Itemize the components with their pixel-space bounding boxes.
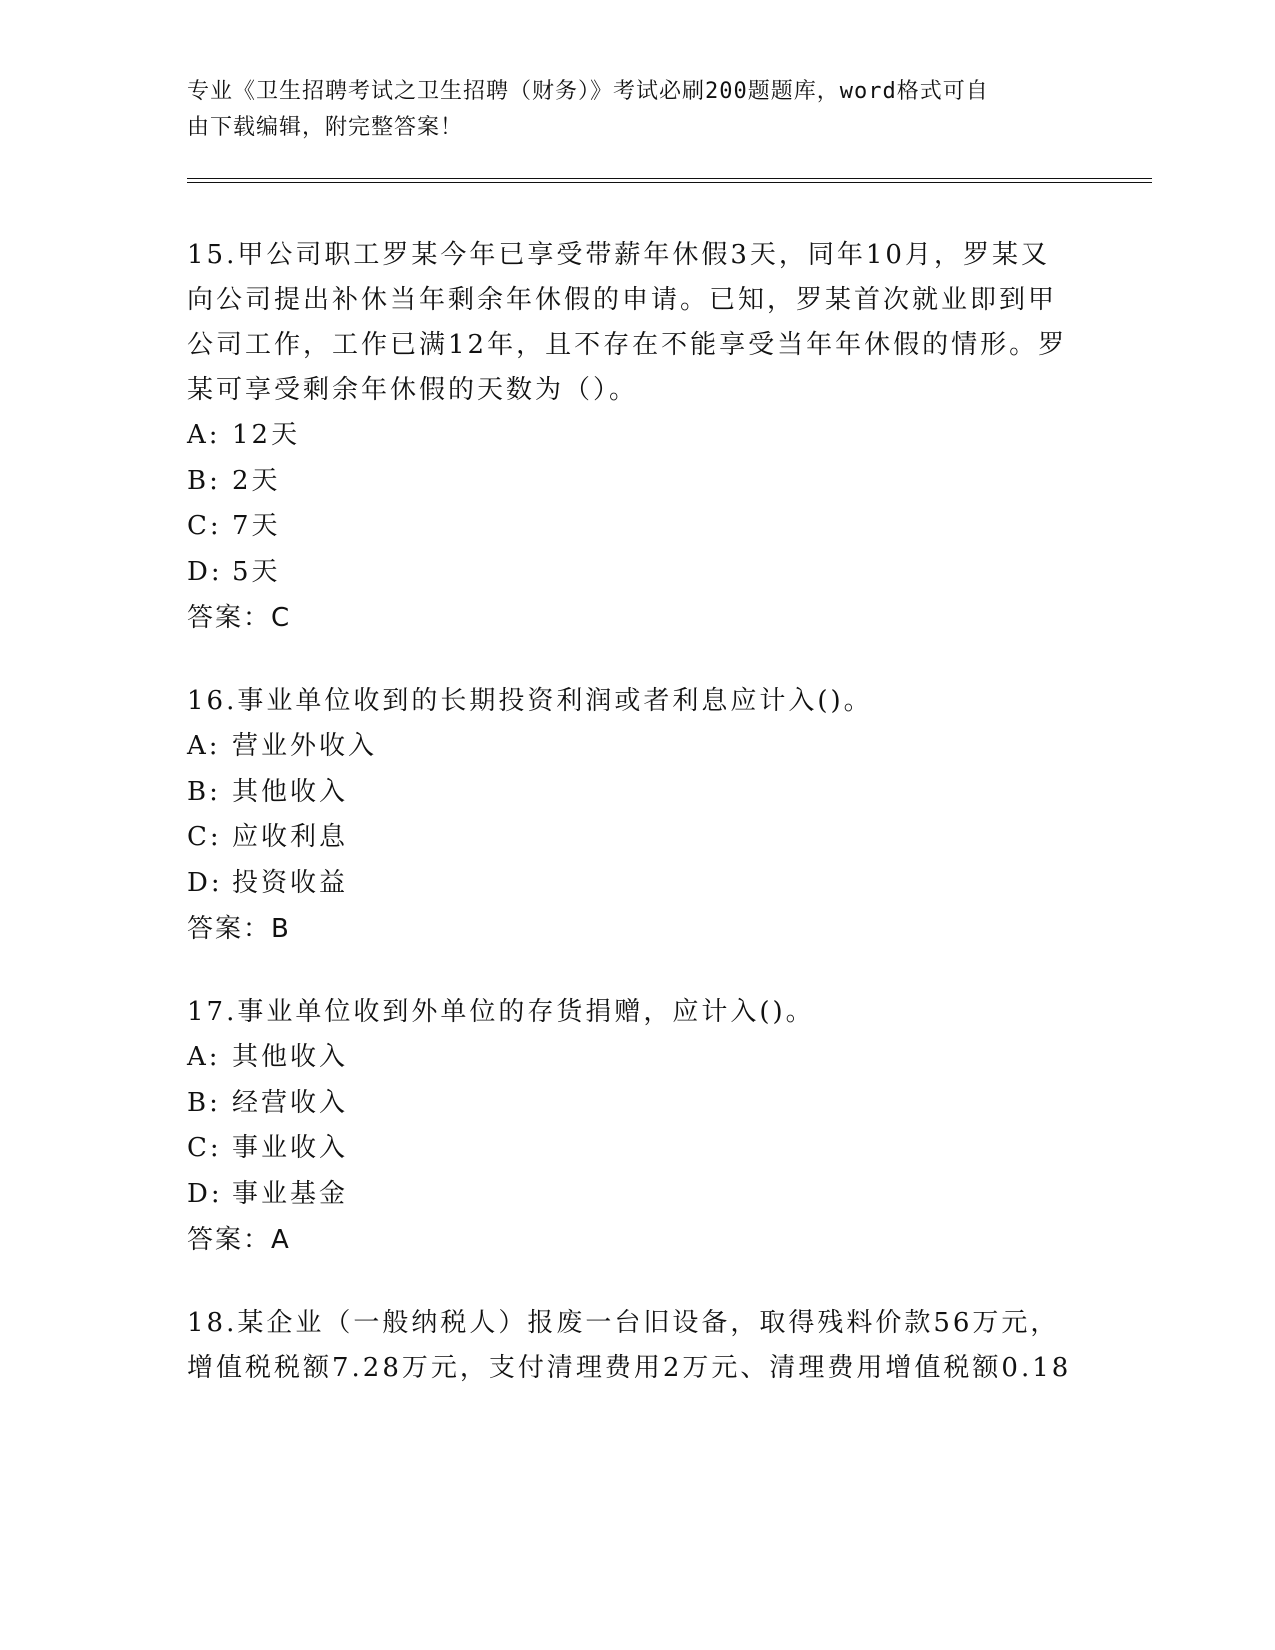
option-list (187, 724, 1087, 906)
header-line-2: 由下载编辑，附完整答案！ (187, 115, 464, 140)
option-text: 2天 (232, 465, 281, 496)
option-key: A: (187, 731, 221, 761)
question-stem (187, 233, 1087, 413)
question-17 (187, 990, 1087, 1263)
option-key: C: (187, 1133, 222, 1163)
option-c (187, 504, 1087, 550)
stem-line: 增值税税额7.28万元，支付清理费用2万元、清理费用增值税额0.18 (187, 1353, 1072, 1383)
option-a (187, 724, 1087, 770)
option-text: 经营收入 (232, 1087, 349, 1118)
option-text: 投资收益 (232, 867, 349, 898)
option-b (187, 1081, 1087, 1127)
stem-line: 某可享受剩余年休假的天数为（）。 (187, 375, 639, 405)
option-a (187, 413, 1087, 459)
option-text: 5天 (232, 556, 281, 587)
option-key: B: (187, 1087, 221, 1118)
option-text: 7天 (232, 511, 281, 541)
option-text: 应收利息 (232, 822, 349, 852)
option-key: C: (187, 511, 222, 541)
option-a (187, 1035, 1087, 1081)
option-text: 事业收入 (232, 1133, 349, 1163)
question-16 (187, 679, 1087, 952)
answer-line: 答案：A (187, 1225, 291, 1255)
option-key: B: (187, 465, 221, 496)
option-key: D: (187, 556, 223, 587)
option-c (187, 1126, 1087, 1172)
option-key: D: (187, 867, 223, 898)
option-key: C: (187, 822, 222, 852)
option-list (187, 1035, 1087, 1217)
option-key: D: (187, 1178, 223, 1209)
option-text: 其他收入 (232, 1042, 349, 1072)
stem-line: 17.事业单位收到外单位的存货捐赠，应计入()。 (187, 997, 815, 1027)
question-15 (187, 233, 1087, 641)
question-18 (187, 1301, 1087, 1391)
option-c (187, 815, 1087, 861)
header-divider-bottom (187, 182, 1152, 183)
option-b (187, 459, 1087, 505)
option-text: 事业基金 (232, 1178, 349, 1209)
header-line-1: 专业《卫生招聘考试之卫生招聘（财务）》考试必刷200题题库，word格式可自 (187, 79, 989, 104)
stem-line: 18.某企业（一般纳税人）报废一台旧设备，取得残料价款56万元， (187, 1308, 1060, 1338)
answer-line: 答案：B (187, 914, 291, 944)
document-header (187, 74, 1067, 146)
option-text: 12天 (232, 420, 301, 450)
question-stem (187, 679, 1087, 724)
option-list (187, 413, 1087, 595)
option-key: A: (187, 420, 221, 450)
option-key: B: (187, 776, 221, 807)
stem-line: 公司工作，工作已满12年，且不存在不能享受当年年休假的情形。罗 (187, 330, 1068, 360)
option-text: 其他收入 (232, 776, 349, 807)
option-b (187, 770, 1087, 816)
stem-line: 向公司提出补休当年剩余年休假的申请。已知，罗某首次就业即到甲 (187, 285, 1058, 315)
question-stem (187, 990, 1087, 1035)
stem-line: 15.甲公司职工罗某今年已享受带薪年休假3天，同年10月，罗某又 (187, 240, 1050, 270)
option-d (187, 1172, 1087, 1218)
answer-line: 答案：C (187, 603, 292, 633)
question-list (187, 233, 1087, 1429)
option-text: 营业外收入 (232, 731, 378, 761)
stem-line: 16.事业单位收到的长期投资利润或者利息应计入()。 (187, 686, 873, 716)
header-divider-top (187, 178, 1152, 179)
option-d (187, 861, 1087, 907)
question-stem (187, 1301, 1087, 1391)
option-key: A: (187, 1042, 221, 1072)
option-d (187, 550, 1087, 596)
